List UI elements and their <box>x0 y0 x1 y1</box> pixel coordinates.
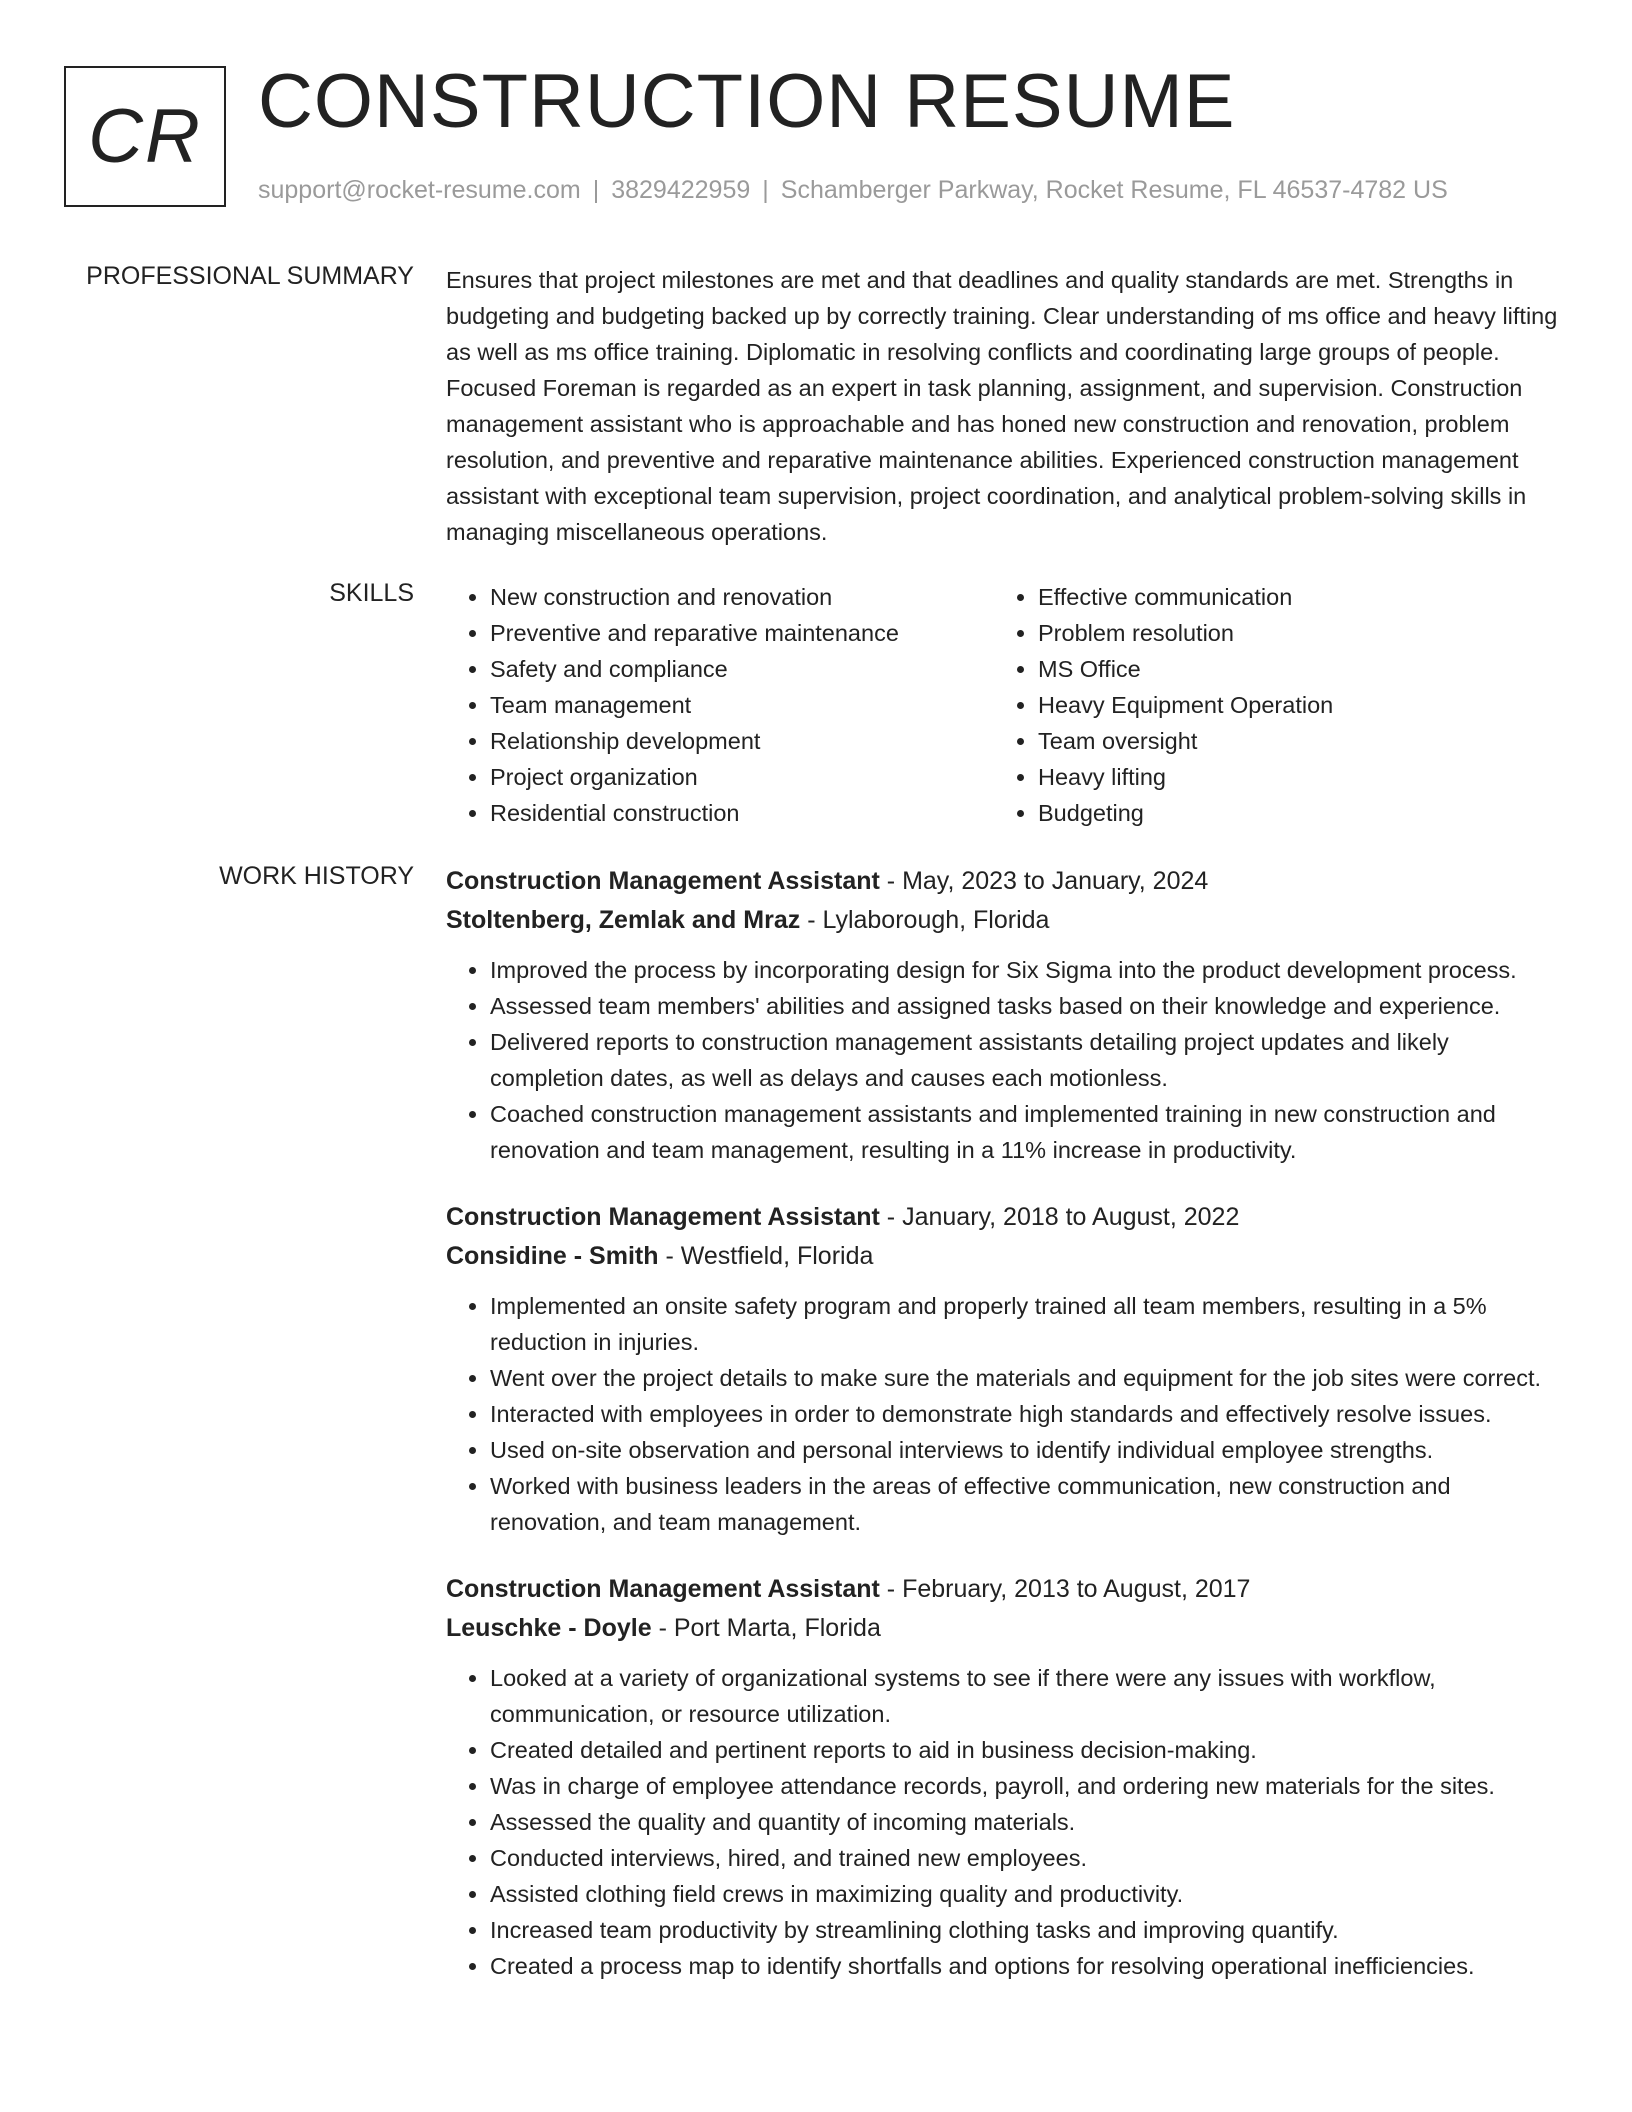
job-title-line <box>446 862 1566 901</box>
skill-item: • Effective communication <box>1038 579 1542 615</box>
contact-separator: | <box>762 176 769 204</box>
job-dates: - May, 2023 to January, 2024 <box>879 867 1209 895</box>
job-role: Construction Management Assistant <box>446 1203 880 1231</box>
skill-item: • Heavy lifting <box>1038 759 1542 795</box>
job-title-line <box>446 1198 1566 1237</box>
skills-body <box>446 579 1566 831</box>
contact-separator: | <box>592 176 600 204</box>
job-role: Construction Management Assistant <box>446 867 880 895</box>
skill-item: • MS Office <box>1038 651 1542 687</box>
job-bullet: • Was in charge of employee attendance records, payroll, and ordering new materials for the sites. <box>490 1768 1566 1804</box>
skills-list-right <box>994 579 1542 831</box>
job-bullet: • Created detailed and pertinent reports to aid in business decision-making. <box>490 1732 1566 1768</box>
job-company: Stoltenberg, Zemlak and Mraz <box>446 906 801 934</box>
job-bullet: • Implemented an onsite safety program and properly trained all team members, resulting in a 5% reduction in injuries. <box>490 1288 1566 1360</box>
job-company-line <box>446 901 1566 940</box>
work-body <box>446 862 1566 2014</box>
contact-email: support@rocket-resume.com <box>258 176 581 204</box>
summary-title: PROFESSIONAL SUMMARY <box>86 262 414 290</box>
job-dates: - February, 2013 to August, 2017 <box>879 1575 1251 1603</box>
job-entry <box>446 862 1566 1168</box>
skill-item: • Budgeting <box>1038 795 1542 831</box>
skill-item: • Problem resolution <box>1038 615 1542 651</box>
job-title-line <box>446 1570 1566 1609</box>
summary-body <box>446 262 1566 550</box>
job-bullet: • Improved the process by incorporating design for Six Sigma into the product development process. <box>490 952 1566 988</box>
job-bullet: • Interacted with employees in order to demonstrate high standards and effectively resolve issues. <box>490 1396 1566 1432</box>
work-title: WORK HISTORY <box>219 862 414 890</box>
skill-item: • Heavy Equipment Operation <box>1038 687 1542 723</box>
job-bullet: • Used on-site observation and personal interviews to identify individual employee strengths. <box>490 1432 1566 1468</box>
summary-text: Ensures that project milestones are met and that deadlines and quality standards are met. Strengths in budgeting and budgeting backed up by correctly training. Clear understanding of ms office and heavy lifting as well as ms office training. Diplomatic in resolving conflicts and coordinating large groups of people. Focused Foreman is regarded as an expert in task planning, assignment, and supervision. Construction management assistant who is approachable and has honed new construction and renovation, problem resolution, and preventive and reparative maintenance abilities. Experienced construction management assistant with exceptional team supervision, project coordination, and analytical problem-solving skills in managing miscellaneous operations. <box>446 267 1558 545</box>
skill-item: • Team management <box>490 687 994 723</box>
resume-name: CONSTRUCTION RESUME <box>258 59 1236 144</box>
job-company: Considine - Smith <box>446 1242 659 1270</box>
job-bullet: • Coached construction management assistants and implemented training in new construction and renovation and team management, resulting in a 11% increase in productivity. <box>490 1096 1566 1168</box>
job-bullet: • Increased team productivity by streamlining clothing tasks and improving quantify. <box>490 1912 1566 1948</box>
job-bullet: • Looked at a variety of organizational systems to see if there were any issues with workflow, communication, or resource utilization. <box>490 1660 1566 1732</box>
job-bullet: • Assessed team members' abilities and assigned tasks based on their knowledge and experience. <box>490 988 1566 1024</box>
job-bullet: • Assessed the quality and quantity of incoming materials. <box>490 1804 1566 1840</box>
job-entry <box>446 1570 1566 1984</box>
job-bullet: • Delivered reports to construction management assistants detailing project updates and likely completion dates, as well as delays and causes each motionless. <box>490 1024 1566 1096</box>
job-entry <box>446 1198 1566 1540</box>
job-location: - Port Marta, Florida <box>651 1614 881 1642</box>
job-dates: - January, 2018 to August, 2022 <box>879 1203 1240 1231</box>
skill-item: • Relationship development <box>490 723 994 759</box>
skill-item: • Residential construction <box>490 795 994 831</box>
job-bullet: • Created a process map to identify shortfalls and options for resolving operational inefficiencies. <box>490 1948 1566 1984</box>
job-bullet: • Went over the project details to make sure the materials and equipment for the job sites were correct. <box>490 1360 1566 1396</box>
job-company: Leuschke - Doyle <box>446 1614 652 1642</box>
skill-item: • Preventive and reparative maintenance <box>490 615 994 651</box>
skills-list-left <box>446 579 994 831</box>
job-role: Construction Management Assistant <box>446 1575 880 1603</box>
job-company-line <box>446 1237 1566 1276</box>
skills-title: SKILLS <box>329 579 414 607</box>
contact-line <box>258 176 1448 205</box>
skill-item: • New construction and renovation <box>490 579 994 615</box>
job-bullet: • Assisted clothing field crews in maximizing quality and productivity. <box>490 1876 1566 1912</box>
job-bullet: • Worked with business leaders in the areas of effective communication, new construction and renovation, and team management. <box>490 1468 1566 1540</box>
monogram-initials: CR <box>88 94 202 179</box>
job-bullets <box>446 1660 1566 1984</box>
job-company-line <box>446 1609 1566 1648</box>
job-bullets <box>446 952 1566 1168</box>
job-location: - Lylaborough, Florida <box>800 906 1050 934</box>
skill-item: • Team oversight <box>1038 723 1542 759</box>
monogram-box <box>64 66 226 207</box>
contact-phone: 3829422959 <box>611 176 751 204</box>
skill-item: • Safety and compliance <box>490 651 994 687</box>
job-location: - Westfield, Florida <box>658 1242 874 1270</box>
job-bullet: • Conducted interviews, hired, and trained new employees. <box>490 1840 1566 1876</box>
job-bullets <box>446 1288 1566 1540</box>
skills-columns <box>446 579 1566 831</box>
contact-address: Schamberger Parkway, Rocket Resume, FL 46537-4782 US <box>780 176 1448 204</box>
skill-item: • Project organization <box>490 759 994 795</box>
